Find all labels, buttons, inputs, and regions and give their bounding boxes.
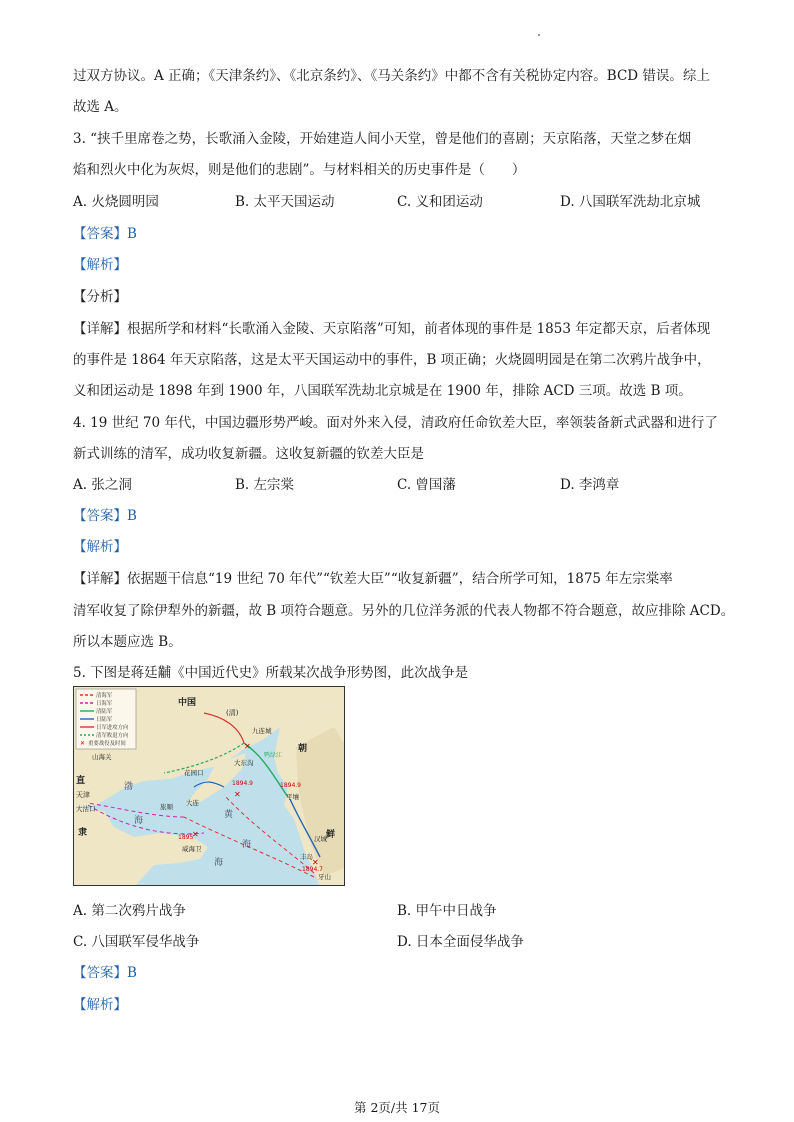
q4-detail: 所以本题应选 B。 — [73, 634, 182, 650]
legend-item: 日海军 — [96, 701, 113, 707]
svg-text:平壤: 平壤 — [286, 793, 299, 801]
svg-text:丰岛: 丰岛 — [300, 853, 313, 861]
q3-detail: 的事件是 1864 年天京陷落，这是太平天国运动中的事件，B 项正确；火烧圆明园是在第二次鸦片战争中， — [73, 352, 711, 368]
q3-option-b: B. 太平天国运动 — [235, 194, 335, 210]
svg-text:中国: 中国 — [178, 698, 197, 708]
q4-option-d: D. 李鸿章 — [560, 477, 620, 493]
q5-answer: 【答案】B — [73, 965, 137, 981]
svg-text:(清): (清) — [226, 709, 239, 717]
q4-option-c: C. 曾国藩 — [397, 477, 456, 493]
svg-text:海: 海 — [242, 840, 252, 850]
q4-answer: 【答案】B — [73, 508, 137, 524]
svg-text:朝: 朝 — [298, 744, 308, 754]
q5-option-a: A. 第二次鸦片战争 — [73, 903, 186, 919]
svg-text:大东沟: 大东沟 — [234, 759, 254, 767]
legend-item: 清军败退方向 — [96, 733, 129, 739]
question-4-stem: 4. 19 世纪 70 年代，中国边疆形势严峻。面对外来入侵，清政府任命钦差大臣，率领装备新式武器和进行了 — [73, 415, 718, 431]
svg-text:✕: ✕ — [192, 830, 199, 839]
q4-detail: 清军收复了除伊犁外的新疆，故 B 项符合题意。另外的几位洋务派的代表人物都不符合题意，故应排除 ACD。 — [73, 603, 735, 619]
legend-item: 日陆军 — [96, 717, 113, 723]
svg-text:1894.9: 1894.9 — [280, 782, 301, 789]
svg-text:鲜: 鲜 — [326, 830, 336, 840]
svg-text:鸭绿江: 鸭绿江 — [264, 752, 283, 759]
q5-option-d: D. 日本全面侵华战争 — [397, 934, 524, 950]
svg-text:大沽口: 大沽口 — [76, 805, 96, 813]
svg-text:花园口: 花园口 — [184, 769, 204, 777]
svg-text:牙山: 牙山 — [318, 873, 331, 881]
svg-text:✕: ✕ — [244, 742, 251, 751]
svg-text:渤: 渤 — [124, 782, 134, 792]
svg-text:✕: ✕ — [234, 790, 241, 799]
svg-text:海: 海 — [134, 816, 144, 826]
q3-analysis-label: 【解析】 — [73, 257, 127, 273]
svg-text:威海卫: 威海卫 — [182, 845, 202, 853]
q5-analysis-label: 【解析】 — [73, 997, 127, 1013]
war-situation-map — [73, 686, 345, 886]
question-5-stem: 5. 下图是蒋廷黼《中国近代史》所载某次战争形势图，此次战争是 — [73, 665, 469, 681]
q3-option-a: A. 火烧圆明园 — [73, 194, 159, 210]
question-4-stem: 新式训练的清军，成功收复新疆。这收复新疆的钦差大臣是 — [73, 446, 424, 462]
q4-option-b: B. 左宗棠 — [235, 477, 295, 493]
q3-detail: 【详解】根据所学和材料“长歌涌入金陵、天京陷落”可知，前者体现的事件是 1853 年定都天京，后者体现 — [73, 321, 711, 337]
question-3-stem: 3. “挟千里席卷之势，长歌涌入金陵，开始建造人间小天堂，曾是他们的喜剧；天京陷落，天堂之梦在烟 — [73, 131, 692, 147]
q4-detail: 【详解】依据题干信息“19 世纪 70 年代”“钦差大臣”“收复新疆”，结合所学可知，1875 年左宗棠率 — [73, 571, 673, 587]
svg-text:天津: 天津 — [76, 791, 90, 799]
svg-text:1894.7: 1894.7 — [302, 866, 323, 873]
legend-item: 清海军 — [96, 693, 113, 699]
question-3-stem: 焰和烈火中化为灰烬，则是他们的悲剧”。与材料相关的历史事件是（ ） — [73, 162, 526, 178]
text-line: 故选 A。 — [73, 99, 128, 115]
legend-item: 日军进攻方向 — [96, 725, 129, 731]
q4-analysis-label: 【解析】 — [73, 539, 127, 555]
q5-option-b: B. 甲午中日战争 — [397, 903, 497, 919]
q3-option-c: C. 义和团运动 — [397, 194, 483, 210]
page-footer: 第 2页/共 17页 — [353, 1100, 441, 1115]
q3-answer: 【答案】B — [73, 226, 137, 242]
q5-option-c: C. 八国联军侵华战争 — [73, 934, 200, 950]
svg-text:隶: 隶 — [78, 828, 88, 838]
svg-text:黄: 黄 — [224, 810, 234, 820]
svg-text:九连城: 九连城 — [252, 727, 272, 735]
svg-text:直: 直 — [76, 776, 86, 786]
svg-text:汉城: 汉城 — [314, 835, 327, 843]
legend-item: 清陆军 — [96, 709, 113, 715]
svg-text:1895: 1895 — [178, 834, 194, 841]
q4-option-a: A. 张之洞 — [73, 477, 132, 493]
text-line: 过双方协议。A 正确；《天津条约》、《北京条约》、《马关条约》中都不含有关税协定内容。BCD 错误。综上 — [73, 68, 710, 84]
legend-item: 重要战役及时间 — [88, 741, 126, 747]
svg-text:大连: 大连 — [186, 799, 199, 807]
svg-text:山海关: 山海关 — [92, 753, 112, 761]
svg-text:✕: ✕ — [80, 740, 86, 747]
svg-text:海: 海 — [214, 858, 224, 868]
svg-text:旅顺: 旅顺 — [160, 803, 173, 811]
q3-fenxi-label: 【分析】 — [73, 289, 127, 305]
scan-speck — [538, 34, 540, 36]
svg-text:1894.9: 1894.9 — [232, 780, 253, 787]
q3-option-d: D. 八国联军洗劫北京城 — [560, 194, 701, 210]
svg-text:✕: ✕ — [312, 858, 319, 867]
q3-detail: 义和团运动是 1898 年到 1900 年，八国联军洗劫北京城是在 1900 年，排除 ACD 三项。故选 B 项。 — [73, 383, 692, 399]
